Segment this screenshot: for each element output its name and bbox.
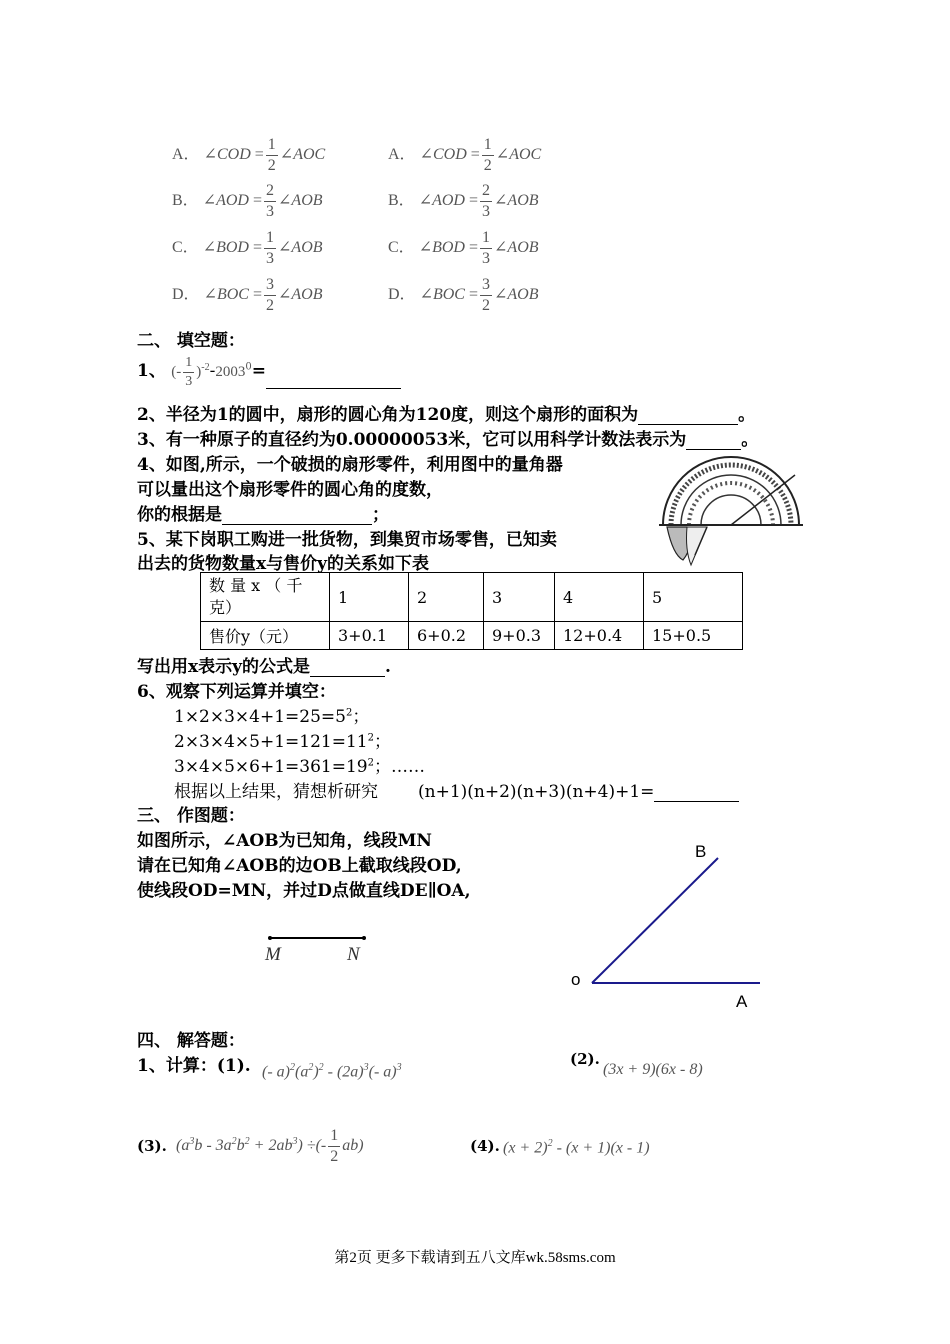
option-a-left: A． ∠COD = $\frac{1}{2}$ ∠AOC <box>172 136 326 174</box>
q3-answer-blank[interactable] <box>686 433 741 450</box>
option-c-right: C． ∠BOD = $\frac{1}{3}$ ∠AOB <box>388 229 539 267</box>
option-c-left: C． ∠BOD = $\frac{1}{3}$ ∠AOB <box>172 229 323 267</box>
q4-line1: 4、如图,所示，一个破损的扇形零件，利用图中的量角器 <box>137 455 563 475</box>
table-cell: 5 <box>644 573 743 622</box>
s4-q4-label: (4). <box>470 1137 500 1155</box>
label-b: B <box>695 842 707 861</box>
protractor-figure <box>655 455 805 575</box>
q5-line1: 5、某下岗职工购进一批货物，到集贸市场零售，已知卖 <box>137 530 557 550</box>
q6-line2: $2\times 3\times 4\times 5+1=121=11^2$； <box>174 732 391 752</box>
label-o: o <box>571 970 581 989</box>
page-footer: 第2页 更多下载请到五八文库wk.58sms.com <box>334 1250 616 1266</box>
expr-3: $(a^3b - 3a^2b^2 + 2ab^3)$ ÷(- $\frac{1}{2}$ ab) <box>176 1127 364 1165</box>
table-cell: 数 量 x （ 千 克） <box>201 573 330 622</box>
price-table <box>200 572 743 650</box>
table-cell: 9+0.3 <box>484 622 555 650</box>
section3-heading: 三、 作图题： <box>137 806 245 826</box>
option-a-right: A． ∠COD = $\frac{1}{2}$ ∠AOC <box>388 136 542 174</box>
table-cell: 1 <box>330 573 409 622</box>
label-a: A <box>736 992 748 1011</box>
q4-answer-blank[interactable] <box>222 508 372 525</box>
s4-q3-label: (3). <box>137 1137 167 1155</box>
option-d-left: D． ∠BOC = $\frac{3}{2}$ ∠AOB <box>172 276 323 314</box>
q6-line3: $3\times 4\times 5\times 6+1=361=19^2$；…… <box>174 757 425 777</box>
option-d-right: D． ∠BOC = $\frac{3}{2}$ ∠AOB <box>388 276 539 314</box>
table-cell: 3+0.1 <box>330 622 409 650</box>
s3-line3: 使线段OD=MN，并过D点做直线DE∥OA, <box>137 881 471 901</box>
q6-answer-blank[interactable] <box>654 785 739 802</box>
s4-q1-label: 1、计算：(1). <box>137 1056 251 1076</box>
option-b-left: B． ∠AOD = $\frac{2}{3}$ ∠AOB <box>172 182 323 220</box>
s3-line2: 请在已知角∠AOB的边OB上截取线段OD, <box>137 856 462 876</box>
angle-aob-figure <box>560 840 780 1010</box>
q3-line: 3、有一种原子的直径约为0.00000053米，它可以用科学计数法表示为 。 <box>137 430 759 450</box>
q6-line4: 根据以上结果，猜想析研究 (n+1)(n+2)(n+3)(n+4)+1= <box>174 777 739 802</box>
table-row <box>201 622 743 650</box>
table-cell: 3 <box>484 573 555 622</box>
table-cell: 6+0.2 <box>409 622 484 650</box>
expr-2: (3x + 9)(6x - 8) <box>603 1061 703 1078</box>
q4-line2: 可以量出这个扇形零件的圆心角的度数， <box>137 480 443 500</box>
expr-4: $(x + 2)^2 - (x + 1)(x - 1)$ <box>503 1138 650 1157</box>
q1-answer-blank[interactable] <box>266 372 401 389</box>
q5-formula-line: 写出用x表示y的公式是 . <box>137 657 391 677</box>
table-cell: 15+0.5 <box>644 622 743 650</box>
label-m: M <box>265 944 281 965</box>
q5-answer-blank[interactable] <box>310 660 385 677</box>
option-b-right: B． ∠AOD = $\frac{2}{3}$ ∠AOB <box>388 182 539 220</box>
q2-answer-blank[interactable] <box>638 408 738 425</box>
q6-title: 6、观察下列运算并填空： <box>137 682 336 702</box>
expr-1: (- $a)^2(a^2)^2 - (2a)^3(-$ a)$^3$ <box>262 1062 402 1081</box>
q2-line: 2、半径为1的圆中，扇形的圆心角为120度，则这个扇形的面积为 。 <box>137 405 756 425</box>
table-cell: 2 <box>409 573 484 622</box>
s3-line1: 如图所示，∠AOB为已知角，线段MN <box>137 831 432 851</box>
q6-line1: $1\times 2\times 3\times 4+1=25=5^2$； <box>174 707 370 727</box>
q4-line3: 你的根据是 ； <box>137 505 389 525</box>
q5-line2: 出去的货物数量x与售价y的关系如下表 <box>137 554 430 574</box>
table-cell: 12+0.4 <box>555 622 644 650</box>
s4-q2-label: (2). <box>570 1050 600 1068</box>
table-cell: 4 <box>555 573 644 622</box>
table-row <box>201 573 743 622</box>
table-cell: 售价y（元） <box>201 622 330 650</box>
section4-heading: 四、 解答题： <box>137 1031 245 1051</box>
q1-line: 1、 (- $\frac{1}{3}$ )$^{-2}-2003^0=$ <box>137 356 401 389</box>
label-n: N <box>347 944 360 965</box>
section2-heading: 二、 填空题： <box>137 331 245 351</box>
